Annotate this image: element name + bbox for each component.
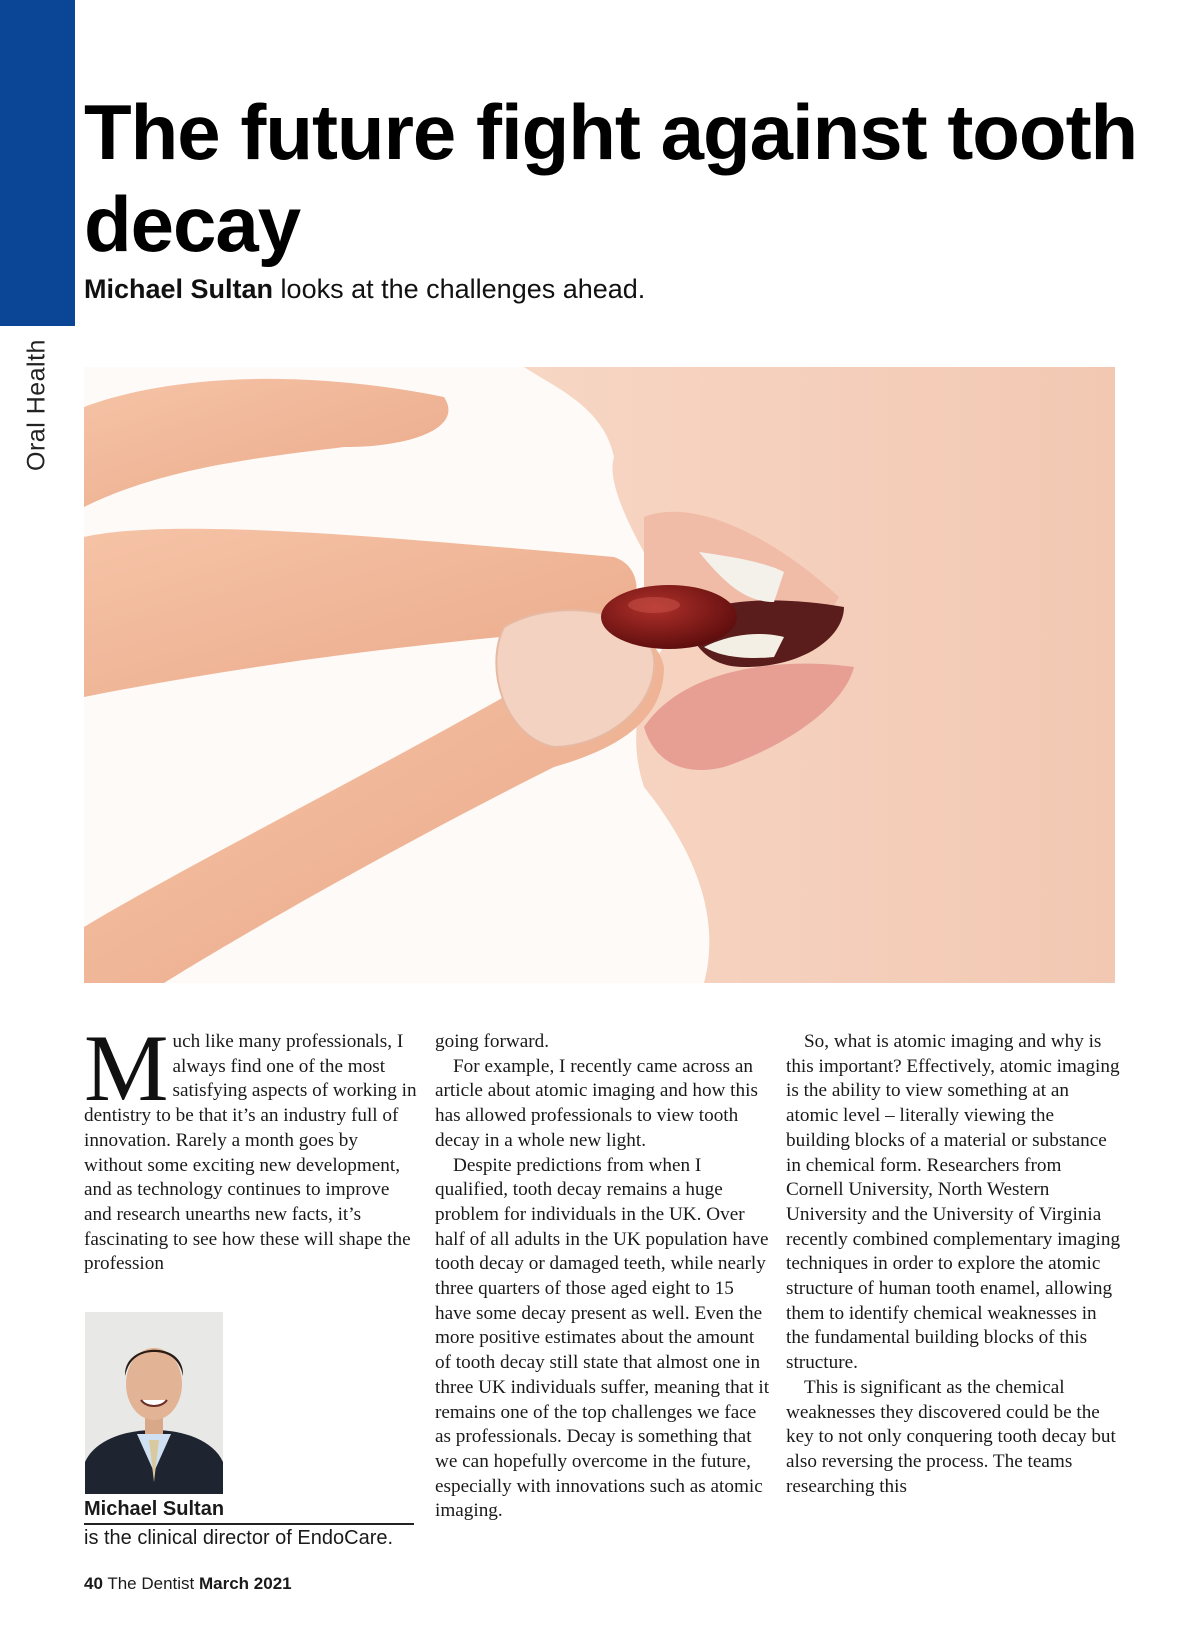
issue-date: March 2021 — [199, 1574, 292, 1593]
author-portrait-icon — [85, 1312, 223, 1494]
body-paragraph: Despite predictions from when I qualified, tooth decay remains a huge problem for individuals in the UK. Over half of all adults in the UK population have tooth decay or damaged teeth, while nearly three quarters of those aged eight to 15 have some decay present as well. Even the more positive estimates about the amount of tooth decay still state that almost one in three UK individuals suffer, meaning that it remains one of the top challenges we face as professionals. Decay is something that we can hopefully overcome in the future, especially with innovations such as atomic imaging. — [435, 1154, 770, 1522]
page-number: 40 — [84, 1574, 103, 1593]
body-column-2 — [435, 1030, 770, 1524]
body-column-3 — [786, 1030, 1121, 1499]
author-headshot — [85, 1312, 223, 1494]
page-footer — [84, 1574, 292, 1594]
author-name: Michael Sultan — [84, 1498, 414, 1525]
body-paragraph: For example, I recently came across an article about atomic imaging and how this has allowed professionals to view tooth decay in a whole new light. — [435, 1055, 758, 1151]
article-standfirst — [84, 274, 645, 305]
body-column-1 — [84, 1015, 419, 1277]
standfirst-text: looks at the challenges ahead. — [273, 274, 646, 304]
article-headline: The future fight against tooth decay — [84, 88, 1138, 268]
paragraph-text: uch like many professionals, I always find one of the most satisfying aspects of working in dentistry to be that it’s an industry full of innovation. Rarely a month goes by without some exciting new development, and as technology continues to improve and research unearths new facts, it’s fascinating to see how these will shape the profession — [84, 1031, 417, 1275]
publication-name: The Dentist — [102, 1574, 199, 1593]
section-color-bar — [0, 0, 75, 326]
body-paragraph: going forward. — [435, 1031, 550, 1052]
hero-image — [84, 367, 1115, 983]
author-bio: is the clinical director of EndoCare. — [84, 1527, 394, 1549]
drop-cap: M — [84, 1015, 169, 1121]
standfirst-author: Michael Sultan — [84, 274, 274, 304]
pill-to-mouth-photo — [84, 367, 1115, 983]
section-label: Oral Health — [22, 339, 51, 471]
body-paragraph — [84, 1015, 419, 1277]
body-paragraph: This is significant as the chemical weaknesses they discovered could be the key to not only conquering tooth decay but also reversing the process. The teams researching this — [786, 1376, 1116, 1497]
body-paragraph: So, what is atomic imaging and why is this important? Effectively, atomic imaging is the ability to view something at an atomic level – literally viewing the building blocks of a material or substance in chemical form. Researchers from Cornell University, North Western University and the University of Virginia recently combined complementary imaging techniques in order to explore the atomic structure of human tooth enamel, allowing them to identify chemical weaknesses in the fundamental building blocks of this structure. — [786, 1031, 1121, 1374]
